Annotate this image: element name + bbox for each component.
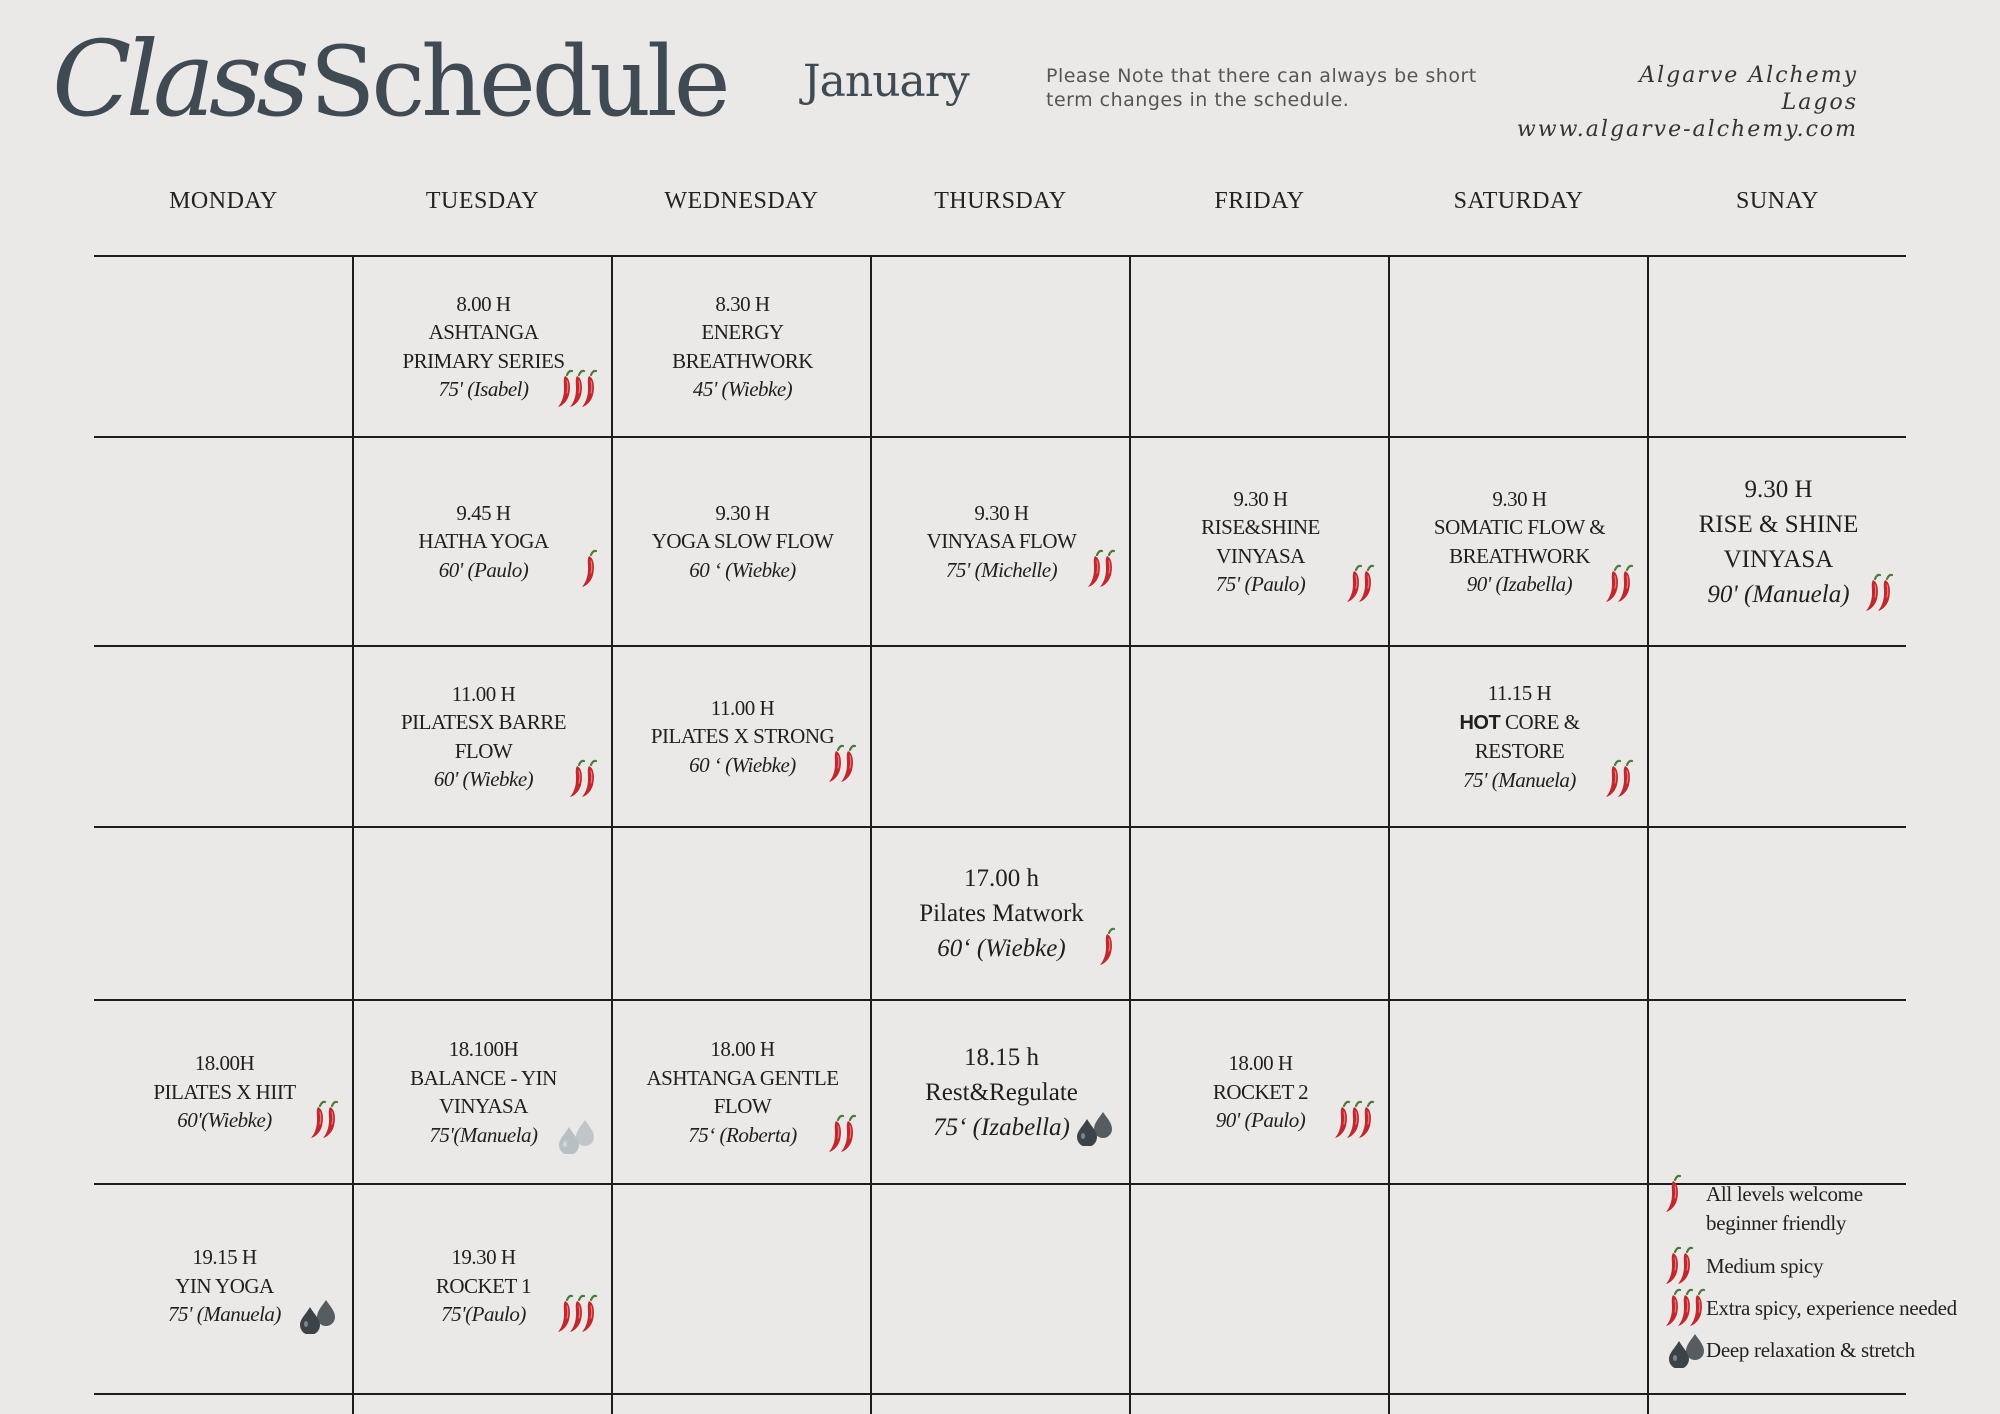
class-cell	[614, 438, 871, 645]
chili-pepper-icon	[1876, 573, 1894, 613]
class-name: BREATHWORK	[672, 348, 813, 373]
intensity-badge	[568, 759, 598, 799]
class-cell	[355, 257, 612, 436]
legend-text	[1706, 1180, 1863, 1238]
chili-pepper-icon	[1676, 1246, 1694, 1286]
class-duration-instructor: 60 ‘ (Wiebke)	[689, 752, 796, 777]
class-entry	[401, 680, 566, 794]
class-duration-instructor: 75'(Paulo)	[441, 1302, 526, 1327]
chili-pepper-icon	[1616, 759, 1634, 799]
grid-column-divider	[1647, 255, 1649, 1414]
class-cell	[873, 1001, 1130, 1183]
class-name: RISE&SHINE	[1201, 515, 1320, 539]
class-name: FLOW	[713, 1094, 772, 1118]
class-name: ROCKET 1	[435, 1273, 532, 1298]
class-name-rest: CORE &	[1500, 709, 1580, 734]
grid-column-divider	[1388, 255, 1390, 1414]
class-duration-instructor: 60' (Paulo)	[438, 557, 529, 582]
class-cell	[1391, 647, 1648, 826]
class-duration-instructor: 75'(Manuela)	[429, 1122, 538, 1147]
legend-label: All levels welcome	[1706, 1182, 1863, 1206]
class-cell	[873, 828, 1130, 999]
class-time: 11.00 H	[710, 695, 775, 720]
chili-pepper-icon	[580, 759, 598, 799]
class-entry	[402, 290, 564, 404]
class-time: 18.15 h	[964, 1043, 1039, 1071]
chili-pepper-icon	[580, 549, 598, 589]
class-entry	[153, 1049, 295, 1135]
class-cell	[355, 438, 612, 645]
class-duration-instructor: 60'(Wiebke)	[177, 1108, 272, 1133]
grid-row-divider	[94, 1393, 1906, 1395]
water-drops-icon	[1664, 1332, 1708, 1368]
day-header-friday: FRIDAY	[1214, 188, 1305, 214]
class-entry	[652, 499, 834, 585]
chili-pepper-icon	[580, 1294, 598, 1334]
intensity-badge	[1098, 927, 1116, 967]
legend-text	[1706, 1294, 1957, 1323]
chili-pepper-icon	[1616, 564, 1634, 604]
intensity-badge	[1072, 1110, 1116, 1146]
class-entry	[672, 290, 813, 404]
class-cell	[1391, 438, 1648, 645]
class-entry	[1699, 472, 1859, 612]
class-name: YOGA SLOW FLOW	[651, 529, 834, 554]
hot-label: HOT	[1459, 711, 1501, 734]
month-label: January	[803, 56, 969, 107]
class-time: 18.00H	[194, 1051, 255, 1076]
class-cell	[96, 1001, 353, 1183]
class-name: ENERGY	[701, 320, 784, 344]
legend-icon	[1664, 1288, 1706, 1328]
legend-sublabel: beginner friendly	[1706, 1211, 1847, 1235]
class-duration-instructor: 75' (Isabel)	[438, 377, 529, 401]
class-cell	[1132, 1001, 1389, 1183]
chili-pepper-icon	[1098, 549, 1116, 589]
header	[0, 0, 2000, 180]
class-time: 8.30 H	[715, 291, 770, 316]
intensity-badge	[556, 369, 598, 409]
day-header-sunay: SUNAY	[1736, 188, 1819, 214]
intensity-badge	[1604, 564, 1634, 604]
intensity-badge	[554, 1118, 598, 1154]
class-name: ASHTANGA GENTLE	[646, 1065, 839, 1090]
water-drops-icon	[295, 1298, 339, 1334]
class-name: FLOW	[454, 738, 513, 763]
chili-pepper-icon	[1357, 1100, 1375, 1140]
intensity-badge	[1604, 759, 1634, 799]
chili-pepper-icon	[839, 744, 857, 784]
class-duration-instructor: 75' (Michelle)	[945, 557, 1058, 582]
class-entry	[168, 1243, 281, 1329]
class-duration-instructor: 75‘ (Izabella)	[933, 1113, 1070, 1141]
class-time: 8.00 H	[456, 291, 511, 316]
class-entry	[1459, 679, 1579, 794]
class-cell	[614, 257, 871, 436]
day-header-tuesday: TUESDAY	[425, 188, 540, 214]
class-name: Pilates Matwork	[919, 900, 1084, 927]
title-class-word: Class	[52, 18, 304, 140]
legend-text	[1706, 1252, 1823, 1281]
class-name: VINYASA FLOW	[926, 529, 1077, 554]
class-duration-instructor: 90' (Izabella)	[1466, 572, 1573, 596]
water-drops-icon	[1072, 1110, 1116, 1146]
class-name: ASHTANGA	[428, 320, 539, 344]
intensity-badge	[1086, 549, 1116, 589]
class-name: VINYASA	[1216, 543, 1305, 568]
intensity-badge	[580, 549, 598, 589]
legend-icon	[1664, 1174, 1682, 1214]
class-time: 19.15 H	[192, 1245, 257, 1270]
legend-icon	[1664, 1332, 1708, 1368]
intensity-badge	[556, 1294, 598, 1334]
weekday-header-row	[94, 188, 1906, 232]
class-name: BREATHWORK	[1449, 543, 1590, 568]
class-time: 9.30 H	[1744, 475, 1813, 503]
class-time: 19.30 H	[451, 1245, 516, 1270]
class-cell	[1650, 438, 1907, 645]
class-name	[1459, 708, 1579, 738]
class-cell	[355, 1185, 612, 1387]
legend-icon	[1664, 1246, 1694, 1286]
chili-pepper-icon	[1098, 927, 1116, 967]
chili-pepper-icon	[1664, 1174, 1682, 1214]
class-entry	[1201, 485, 1320, 599]
class-duration-instructor: 45' (Wiebke)	[692, 377, 793, 401]
intensity-badge	[309, 1100, 339, 1140]
class-duration-instructor: 60‘ (Wiebke)	[937, 935, 1066, 962]
class-duration-instructor: 75' (Paulo)	[1215, 572, 1306, 596]
class-name: RESTORE	[1474, 739, 1565, 763]
class-time: 18.100H	[448, 1037, 519, 1061]
legend-label: Deep relaxation & stretch	[1706, 1338, 1915, 1362]
page-title	[52, 18, 727, 148]
class-time: 11.15 H	[1487, 681, 1552, 705]
class-time: 9.45 H	[456, 500, 511, 525]
class-time: 9.30 H	[1233, 486, 1288, 511]
intensity-badge	[827, 1114, 857, 1154]
class-entry	[646, 1035, 838, 1149]
chili-pepper-icon	[321, 1100, 339, 1140]
class-time: 18.00 H	[710, 1037, 775, 1061]
class-name: PILATES X HIIT	[153, 1079, 296, 1104]
class-name: ROCKET 2	[1212, 1079, 1309, 1104]
class-cell	[614, 647, 871, 826]
chili-pepper-icon	[1688, 1288, 1706, 1328]
class-time: 9.30 H	[974, 500, 1029, 525]
class-duration-instructor: 60 ‘ (Wiebke)	[689, 557, 796, 582]
class-duration-instructor: 90' (Manuela)	[1707, 580, 1850, 608]
class-cell	[1132, 438, 1389, 645]
class-duration-instructor: 75‘ (Roberta)	[688, 1122, 797, 1147]
title-schedule-word: Schedule	[309, 26, 727, 138]
legend-label: Extra spicy, experience needed	[1706, 1296, 1957, 1320]
class-entry	[651, 694, 834, 780]
day-header-wednesday: WEDNESDAY	[664, 188, 819, 214]
legend-label: Medium spicy	[1706, 1254, 1824, 1278]
class-cell	[355, 1001, 612, 1183]
studio-info	[1517, 62, 1858, 143]
class-time: 18.00 H	[1228, 1051, 1293, 1076]
day-header-thursday: THURSDAY	[934, 188, 1067, 214]
schedule-grid	[94, 255, 1906, 1414]
class-name: PRIMARY SERIES	[402, 348, 565, 373]
intensity-badge	[827, 744, 857, 784]
chili-pepper-icon	[1357, 564, 1375, 604]
class-cell	[355, 647, 612, 826]
class-entry	[410, 1035, 557, 1149]
intensity-badge	[1333, 1100, 1375, 1140]
class-time: 9.30 H	[715, 500, 770, 525]
chili-pepper-icon	[839, 1114, 857, 1154]
class-name: PILATESX BARRE	[400, 710, 567, 734]
class-time: 9.30 H	[1492, 486, 1547, 511]
chili-pepper-icon	[580, 369, 598, 409]
day-header-monday: MONDAY	[169, 188, 278, 214]
class-name: YIN YOGA	[175, 1273, 274, 1298]
class-entry	[925, 1040, 1078, 1145]
class-name: VINYASA	[1723, 545, 1834, 573]
class-name: PILATES X STRONG	[650, 724, 835, 749]
class-entry	[927, 499, 1077, 585]
class-time: 17.00 h	[963, 865, 1039, 892]
class-name: BALANCE - YIN	[410, 1065, 557, 1090]
class-entry	[919, 861, 1084, 966]
class-entry	[436, 1243, 531, 1329]
intensity-badge	[1864, 573, 1894, 613]
class-duration-instructor: 75' (Manuela)	[1463, 767, 1576, 792]
class-cell	[614, 1001, 871, 1183]
studio-website: www.algarve-alchemy.com	[1516, 117, 1858, 142]
class-entry	[418, 499, 548, 585]
class-name: SOMATIC FLOW &	[1433, 515, 1606, 539]
intensity-badge	[295, 1298, 339, 1334]
class-entry	[1434, 485, 1605, 599]
studio-location: Lagos	[1781, 90, 1858, 115]
class-name: RISE & SHINE	[1698, 510, 1859, 538]
schedule-change-note: Please Note that there can always be short term changes in the schedule.	[1046, 65, 1477, 111]
class-duration-instructor: 60' (Wiebke)	[433, 767, 534, 791]
intensity-badge	[1345, 564, 1375, 604]
water-drops-light-icon	[554, 1118, 598, 1154]
class-cell	[873, 438, 1130, 645]
class-name: VINYASA	[439, 1094, 528, 1118]
class-duration-instructor: 75' (Manuela)	[168, 1302, 281, 1327]
class-name: Rest&Regulate	[925, 1078, 1078, 1106]
class-time: 11.00 H	[451, 681, 516, 706]
class-entry	[1213, 1049, 1308, 1135]
studio-name: Algarve Alchemy	[1639, 63, 1858, 88]
class-duration-instructor: 90' (Paulo)	[1215, 1108, 1306, 1133]
day-header-saturday: SATURDAY	[1453, 188, 1584, 214]
class-name: HATHA YOGA	[418, 529, 549, 554]
class-cell	[96, 1185, 353, 1387]
legend-text	[1706, 1336, 1915, 1365]
